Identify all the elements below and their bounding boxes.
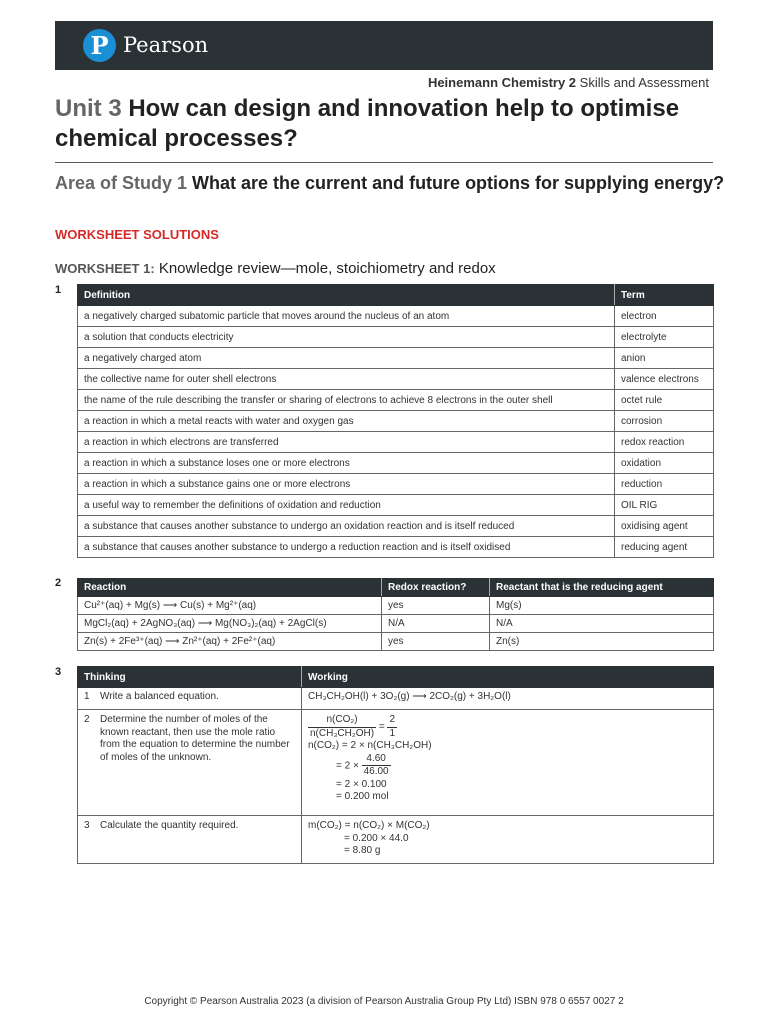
area-of-study-title: Area of Study 1 What are the current and future options for supplying energy? bbox=[55, 173, 725, 193]
working-line: n(CO₂) = 2 × n(CH₃CH₂OH) bbox=[308, 740, 432, 751]
table-row bbox=[78, 411, 714, 432]
question-number: 1 bbox=[55, 284, 62, 296]
table-cell: yes bbox=[382, 597, 490, 615]
table-row bbox=[78, 390, 714, 411]
table-row bbox=[78, 453, 714, 474]
table-row bbox=[78, 348, 714, 369]
table-cell: a useful way to remember the definitions of oxidation and reduction bbox=[78, 495, 615, 516]
mole-ratio: $\frac{\text{n(CO₂)}}{\text{n(CH₃CH₂OH)}}$ = $\frac{2}{1}$ bbox=[310, 714, 396, 739]
table-cell: anion bbox=[615, 348, 714, 369]
table-cell: Zn(s) + 2Fe³⁺(aq) ⟶ Zn²⁺(aq) + 2Fe²⁺(aq) bbox=[78, 633, 382, 651]
working-cell bbox=[302, 710, 714, 816]
worksheet-solutions-label: WORKSHEET SOLUTIONS bbox=[55, 227, 219, 242]
table-cell: a substance that causes another substance to undergo an oxidation reaction and is itself reduced bbox=[78, 516, 615, 537]
worksheet-heading: WORKSHEET 1: Knowledge review—mole, stoichiometry and redox bbox=[55, 260, 496, 277]
divider bbox=[55, 162, 713, 163]
table-cell: oxidising agent bbox=[615, 516, 714, 537]
table-cell: a substance that causes another substance to undergo a reduction reaction and is itself oxidised bbox=[78, 537, 615, 558]
working-line: = 2 × $\frac{4.60}{46.00}$ bbox=[336, 752, 389, 777]
table-cell: N/A bbox=[382, 615, 490, 633]
table-cell: Cu²⁺(aq) + Mg(s) ⟶ Cu(s) + Mg²⁺(aq) bbox=[78, 597, 382, 615]
column-header: Reactant that is the reducing agent bbox=[490, 579, 714, 597]
unit-title: Unit 3 How can design and innovation help to optimise chemical processes? bbox=[55, 95, 680, 152]
table-cell: a reaction in which a substance loses one or more electrons bbox=[78, 453, 615, 474]
table-row bbox=[78, 495, 714, 516]
column-header: Reaction bbox=[78, 579, 382, 597]
table-cell: reducing agent bbox=[615, 537, 714, 558]
table-cell: electron bbox=[615, 306, 714, 327]
working-line: = 0.200 mol bbox=[336, 791, 389, 802]
publisher-banner bbox=[55, 21, 713, 70]
table-header-row bbox=[78, 285, 714, 306]
table-cell: valence electrons bbox=[615, 369, 714, 390]
working-line: = 2 × 0.100 bbox=[336, 778, 387, 790]
table-cell: corrosion bbox=[615, 411, 714, 432]
working-line: = 0.200 × 44.0 bbox=[344, 832, 409, 844]
table-row bbox=[78, 327, 714, 348]
table-row bbox=[78, 816, 714, 864]
table-row bbox=[78, 710, 714, 816]
balanced-equation: CH₃CH₂OH(l) + 3O₂(g) ⟶ 2CO₂(g) + 3H₂O(l) bbox=[308, 691, 511, 702]
table-cell: a negatively charged atom bbox=[78, 348, 615, 369]
question-number: 2 bbox=[55, 577, 62, 589]
calculation-table bbox=[77, 666, 714, 864]
column-header: Working bbox=[302, 667, 714, 688]
table-row bbox=[78, 306, 714, 327]
table-cell: the collective name for outer shell electrons bbox=[78, 369, 615, 390]
thinking-cell: 3 Calculate the quantity required. bbox=[78, 816, 302, 864]
table-header-row bbox=[78, 579, 714, 597]
table-cell: OIL RIG bbox=[615, 495, 714, 516]
column-header: Redox reaction? bbox=[382, 579, 490, 597]
table-row bbox=[78, 597, 714, 615]
table-cell: octet rule bbox=[615, 390, 714, 411]
table-cell: a reaction in which a substance gains one or more electrons bbox=[78, 474, 615, 495]
table-row bbox=[78, 615, 714, 633]
working-line: = 8.80 g bbox=[344, 845, 381, 856]
table-cell: a reaction in which a metal reacts with water and oxygen gas bbox=[78, 411, 615, 432]
table-cell: MgCl₂(aq) + 2AgNO₃(aq) ⟶ Mg(NO₃)₂(aq) + 2AgCl(s) bbox=[78, 615, 382, 633]
table-cell: oxidation bbox=[615, 453, 714, 474]
table-row bbox=[78, 474, 714, 495]
question-number: 3 bbox=[55, 666, 62, 678]
column-header: Definition bbox=[78, 285, 615, 306]
table-cell: redox reaction bbox=[615, 432, 714, 453]
table-cell: a negatively charged subatomic particle that moves around the nucleus of an atom bbox=[78, 306, 615, 327]
table-cell: Mg(s) bbox=[490, 597, 714, 615]
table-cell: Zn(s) bbox=[490, 633, 714, 651]
table-cell: N/A bbox=[490, 615, 714, 633]
table-cell: the name of the rule describing the transfer or sharing of electrons to achieve 8 electrons in the outer shell bbox=[78, 390, 615, 411]
table-cell: a solution that conducts electricity bbox=[78, 327, 615, 348]
thinking-cell: 2 Determine the number of moles of the known reactant, then use the mole ratio from the equation to determine the number of moles of the unknown. bbox=[78, 710, 302, 816]
table-cell: yes bbox=[382, 633, 490, 651]
table-cell: reduction bbox=[615, 474, 714, 495]
table-cell: electrolyte bbox=[615, 327, 714, 348]
column-header: Term bbox=[615, 285, 714, 306]
working-line: m(CO₂) = n(CO₂) × M(CO₂) bbox=[308, 820, 430, 831]
table-header-row bbox=[78, 667, 714, 688]
working-cell bbox=[302, 816, 714, 864]
table-row bbox=[78, 369, 714, 390]
definitions-table bbox=[77, 284, 714, 558]
publisher-name: Pearson bbox=[123, 33, 209, 57]
reactions-table bbox=[77, 578, 714, 651]
table-row bbox=[78, 688, 714, 710]
table-row bbox=[78, 432, 714, 453]
column-header: Thinking bbox=[78, 667, 302, 688]
working-cell bbox=[302, 688, 714, 710]
table-cell: a reaction in which electrons are transferred bbox=[78, 432, 615, 453]
copyright-footer: Copyright © Pearson Australia 2023 (a division of Pearson Australia Group Pty Ltd) ISBN 978 0 6557 0027 2 bbox=[144, 996, 624, 1007]
thinking-cell: 1 Write a balanced equation. bbox=[78, 688, 302, 710]
table-row bbox=[78, 537, 714, 558]
table-row bbox=[78, 633, 714, 651]
book-title: Heinemann Chemistry 2 Skills and Assessment bbox=[427, 75, 709, 90]
pearson-logo-icon: P bbox=[83, 29, 116, 62]
table-row bbox=[78, 516, 714, 537]
